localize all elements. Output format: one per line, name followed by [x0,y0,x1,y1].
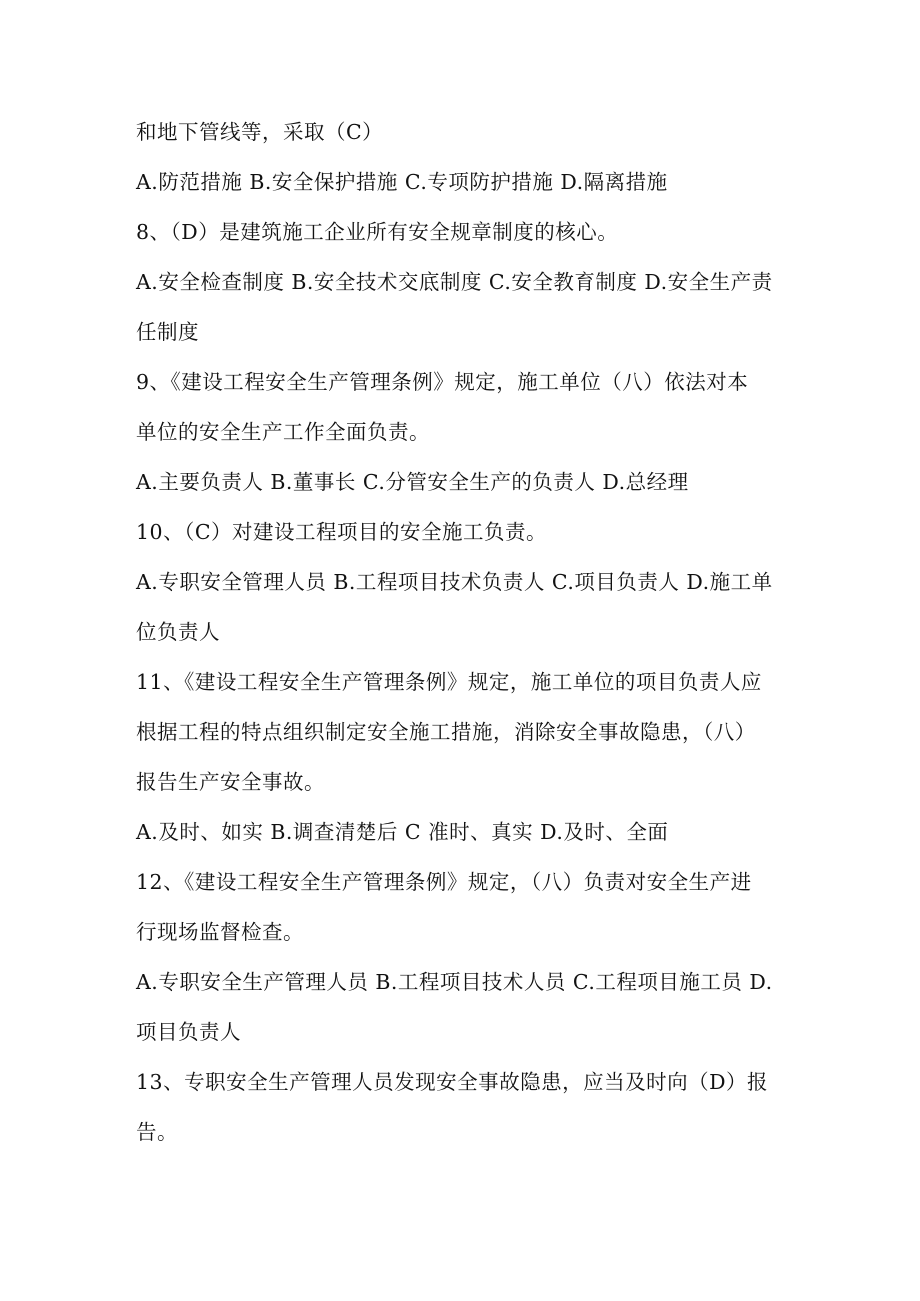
text-line: A.主要负责人 B.董事长 C.分管安全生产的负责人 D.总经理 [136,470,689,494]
text-line: 项目负责人 [136,1020,241,1044]
text-line: 11、《建设工程安全生产管理条例》规定，施工单位的项目负责人应 [136,670,762,694]
text-line: 根据工程的特点组织制定安全施工措施，消除安全事故隐患，（八） [136,720,756,744]
text-line: 位负责人 [136,620,220,644]
text-line: A.防范措施 B.安全保护措施 C.专项防护措施 D.隔离措施 [136,170,668,194]
text-line: 行现场监督检查。 [136,920,304,944]
text-line: 8、（D）是建筑施工企业所有安全规章制度的核心。 [136,220,619,244]
text-line: 10、（C）对建设工程项目的安全施工负责。 [136,520,548,544]
text-line: 任制度 [136,320,199,344]
text-line: 单位的安全生产工作全面负责。 [136,420,430,444]
text-line: 13、专职安全生产管理人员发现安全事故隐患，应当及时向（D）报 [136,1070,769,1094]
text-line: A.安全检查制度 B.安全技术交底制度 C.安全教育制度 D.安全生产责 [136,270,773,294]
text-line: 报告生产安全事故。 [136,770,325,794]
text-line: A.及时、如实 B.调查清楚后 C 准时、真实 D.及时、全面 [136,820,669,844]
text-line: A.专职安全管理人员 B.工程项目技术负责人 C.项目负责人 D.施工单 [136,570,773,594]
text-line: 和地下管线等，采取（C） [136,120,384,144]
text-line: 9、《建设工程安全生产管理条例》规定，施工单位（八）依法对本 [136,370,749,394]
text-line: 12、《建设工程安全生产管理条例》规定，（八）负责对安全生产进 [136,870,752,894]
document-body [136,113,796,1163]
text-line: 告。 [136,1120,178,1144]
text-line: A.专职安全生产管理人员 B.工程项目技术人员 C.工程项目施工员 D. [136,970,773,994]
